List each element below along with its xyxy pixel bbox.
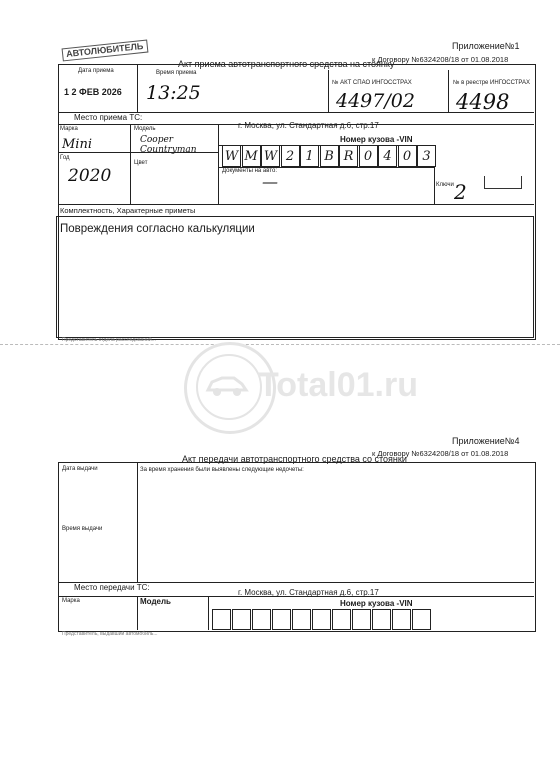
transfer-vin-cell [212,609,231,630]
year-label: Год [60,155,70,161]
make-value: Mini [62,137,92,152]
damage-note: Повреждения согласно калькуляции [60,223,255,235]
transfer-vin-cell [232,609,251,630]
contract-reference-bottom: к Договору №6324208/18 от 01.08.2018 [372,449,509,458]
transfer-vin-cell [312,609,331,630]
model-value-line2: Countryman [140,145,197,155]
transfer-vin-cell [412,609,431,630]
appendix-number: Приложение№1 [452,41,520,51]
contract-reference: к Договору №6324208/18 от 01.08.2018 [372,55,509,64]
vin-char-cell: W [222,145,241,167]
act-title: Акт приема автотранспортного средства на стоянку [178,59,395,69]
record-number-label: № в реестре ИНГОССТРАХ [453,80,531,86]
vin-char-cell: W [261,145,280,167]
vin-char-cell: B [320,145,339,167]
time-label: Время приема [156,70,197,76]
issue-time-label: Время выдачи [62,526,103,532]
transfer-place-label: Место передачи ТС: [74,583,150,592]
transfer-vin-cell [292,609,311,630]
act-number-label: № АКТ СПАО ИНГОССТРАХ [332,80,412,86]
date-value: 1 2 ФЕВ 2026 [64,87,122,97]
act-number-value: 4497/02 [336,90,415,112]
watermark-text: Total01.ru [258,366,418,404]
transfer-vin-label: Номер кузова -VIN [340,599,413,608]
place-label: Место приема ТС: [74,113,143,122]
vin-char-cell: 4 [378,145,397,167]
docs-value: — [262,172,278,191]
vin-char-cell: 2 [281,145,300,167]
keys-label: Ключи [436,182,454,188]
bottom-footer-note: Представитель, выдавший автомобиль... [62,631,158,637]
transfer-place-address: г. Москва, ул. Стандартная д.6, стр.17 [238,588,379,597]
transfer-make-label: Марка [62,598,80,604]
vin-char-cell: 1 [300,145,319,167]
company-stamp: АВТОЛЮБИТЕЛЬ [62,40,148,62]
date-label: Дата приема [78,68,114,74]
keys-tag-sketch [484,176,522,189]
car-icon [204,370,250,400]
vin-label: Номер кузова -VIN [340,135,413,144]
vin-char-cell: 0 [359,145,378,167]
transfer-vin-cell [332,609,351,630]
vin-char-cell: M [242,145,261,167]
transfer-form-frame [58,462,536,632]
model-value-line1: Cooper [140,135,174,145]
appendix-number-bottom: Приложение№4 [452,436,520,446]
transfer-vin-cell [252,609,271,630]
make-label: Марка [60,126,78,132]
defects-notice: За время хранения были выявлены следующие недочеты: [140,467,304,473]
completeness-label: Комплектность, Характерные приметы [60,206,196,215]
vin-char-cell: R [339,145,358,167]
year-value: 2020 [68,166,112,186]
keys-value: 2 [454,180,467,204]
transfer-vin-cell [392,609,411,630]
vin-char-cell: 3 [417,145,436,167]
top-footer-note: Представитель отдела расследований... [62,337,156,343]
time-value: 13:25 [146,82,201,104]
issue-date-label: Дата выдачи [62,466,98,472]
docs-label: Документы на авто: [222,168,277,174]
transfer-vin-cell [372,609,391,630]
transfer-act-title: Акт передачи автотранспортного средства со стоянки [182,454,407,464]
place-address: г. Москва, ул. Стандартная д.6, стр.17 [238,121,379,130]
record-number-value: 4498 [456,90,510,114]
color-label: Цвет [134,160,148,166]
transfer-vin-cell [352,609,371,630]
model-label: Модель [134,126,156,132]
sheet-overlap-edge [0,344,560,345]
transfer-model-label: Модель [140,597,171,606]
vin-char-cell: 0 [398,145,417,167]
transfer-vin-cell [272,609,291,630]
